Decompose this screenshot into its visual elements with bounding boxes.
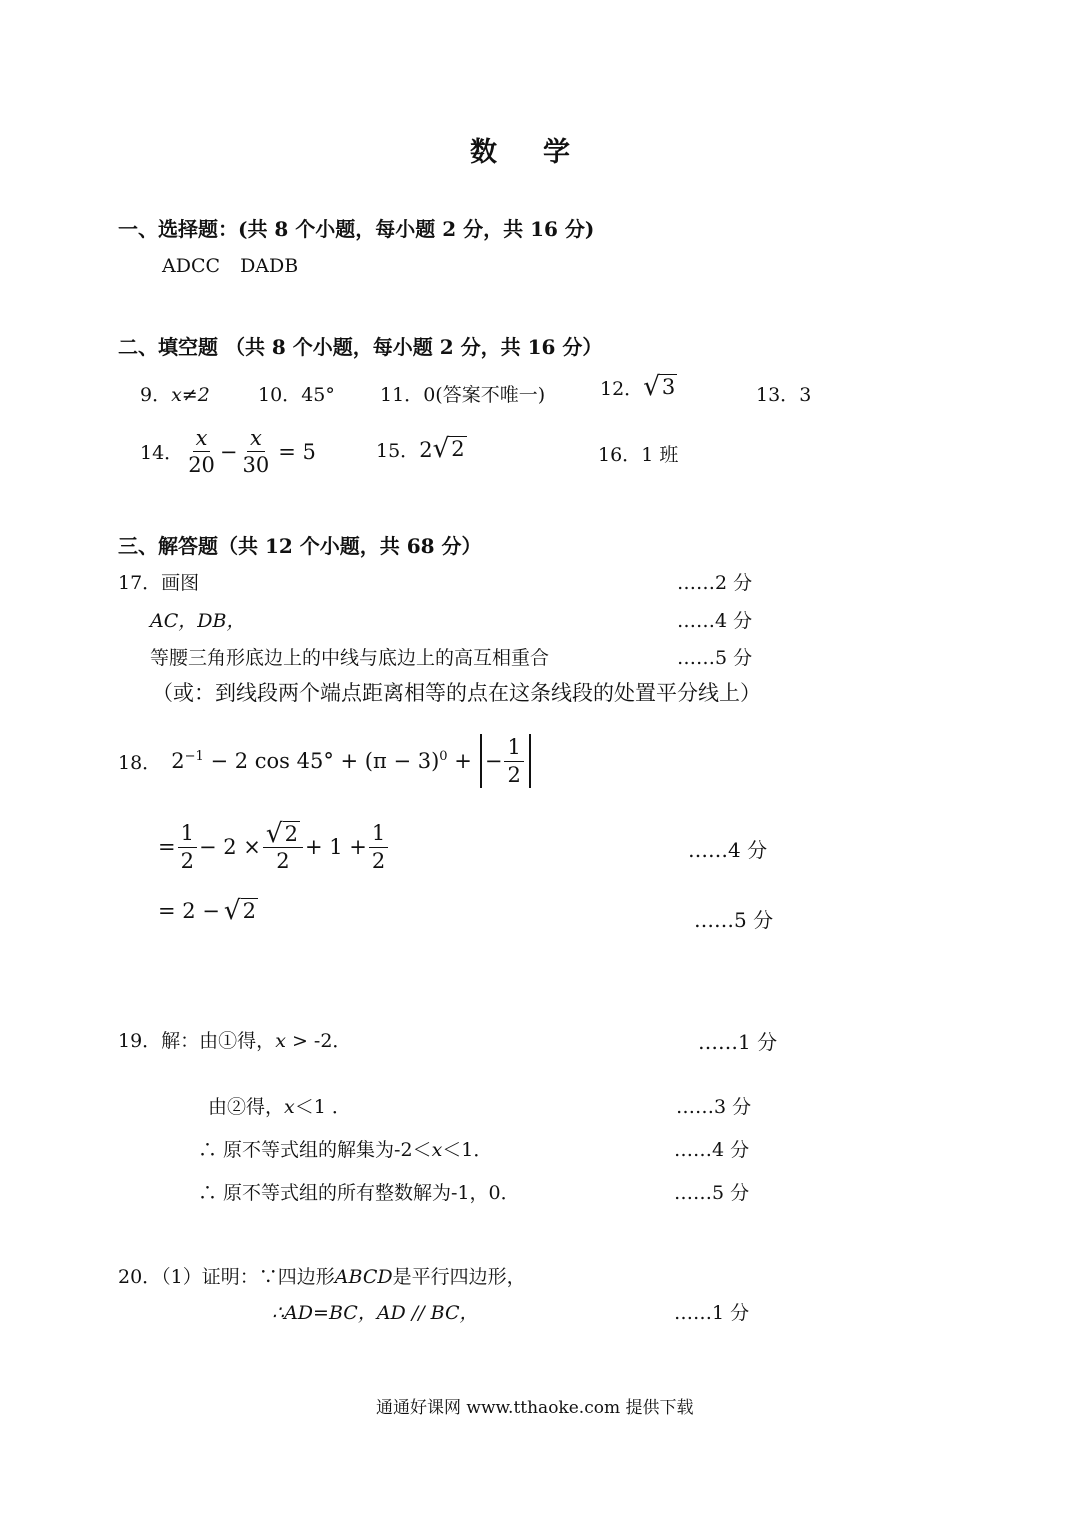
q10: 10．45° xyxy=(258,384,335,406)
fraction: $\frac{x}{20}$ xyxy=(188,426,215,478)
q19-score-2: ……3 分 xyxy=(676,1096,752,1118)
fraction: $\frac{x}{30}$ xyxy=(242,426,270,478)
q20-line-1: 20．（1）证明：∵四边形ABCD是平行四边形， xyxy=(118,1266,526,1288)
q20-score-2: ……1 分 xyxy=(674,1302,750,1324)
q13: 13．3 xyxy=(756,384,812,406)
q15: 15． 2 √ 2 xyxy=(376,434,465,465)
sqrt-symbol: √ 2 xyxy=(223,896,257,926)
q14: 14． $\frac{x}{20}$ − $\frac{x}{30}$ = 5 xyxy=(140,426,316,478)
q12: 12． √ 3 xyxy=(600,372,676,403)
q19-line-1: 19．解：由①得，x > -2． xyxy=(118,1030,352,1052)
q17-score-2: ……4 分 xyxy=(677,610,753,632)
q18-step-1: = $\frac{1}{2}$ − 2 × √ 2 2 + 1 + $\frac{1}{2}$ xyxy=(158,812,390,882)
q17-line-4: （或：到线段两个端点距离相等的点在这条线段的处置平分线上） xyxy=(152,681,761,705)
q16: 16．1 班 xyxy=(598,444,679,466)
absolute-value: − $\frac{1}{2}$ xyxy=(480,734,531,788)
section-1-answers: ADCC DADB xyxy=(162,255,299,277)
q18-score-2: ……5 分 xyxy=(694,908,774,932)
page-title: 数学 xyxy=(470,137,616,168)
section-2-heading: 二、填空题 （共 8 个小题，每小题 2 分，共 16 分） xyxy=(118,335,603,359)
q17-line-3: 等腰三角形底边上的中线与底边上的高互相重合 xyxy=(150,647,550,669)
q19-score-1: ……1 分 xyxy=(698,1030,778,1054)
q19-score-4: ……5 分 xyxy=(674,1182,750,1204)
q18-expression: 18． $2^{-1} - 2$ $\cos 45^\circ + (\pi - 3)^0$ + − $\frac{1}{2}$ xyxy=(118,728,531,794)
section-1-heading: 一、选择题：(共 8 个小题，每小题 2 分，共 16 分) xyxy=(118,217,595,241)
q20-line-2: ∴AD=BC，AD // BC， xyxy=(272,1302,479,1324)
q17-line-2: AC，DB， xyxy=(150,610,246,632)
q17-score-3: ……5 分 xyxy=(677,647,753,669)
q17-line-1: 17．画图 xyxy=(118,572,200,594)
sqrt-symbol: √ 3 xyxy=(643,372,676,403)
q19-line-3: ∴ 原不等式组的解集为-2＜x＜1． xyxy=(198,1139,493,1161)
q19-line-4: ∴ 原不等式组的所有整数解为-1，0． xyxy=(198,1182,520,1204)
q11: 11．0(答案不唯一) xyxy=(380,384,546,406)
q17-score-1: ……2 分 xyxy=(677,572,753,594)
q19-score-3: ……4 分 xyxy=(674,1139,750,1161)
q18-score-1: ……4 分 xyxy=(688,838,768,862)
sqrt-symbol: √ 2 xyxy=(432,434,465,465)
q18-step-2: = 2 − √ 2 xyxy=(158,896,257,926)
q19-line-2: 由②得，x＜1 ． xyxy=(208,1096,351,1118)
footer-text: 通通好课网 www.tthaoke.com 提供下载 xyxy=(376,1398,694,1418)
section-3-heading: 三、解答题（共 12 个小题，共 68 分） xyxy=(118,534,482,558)
q9: 9．x≠2 xyxy=(140,384,210,406)
sqrt-symbol: √ 2 xyxy=(265,818,298,849)
